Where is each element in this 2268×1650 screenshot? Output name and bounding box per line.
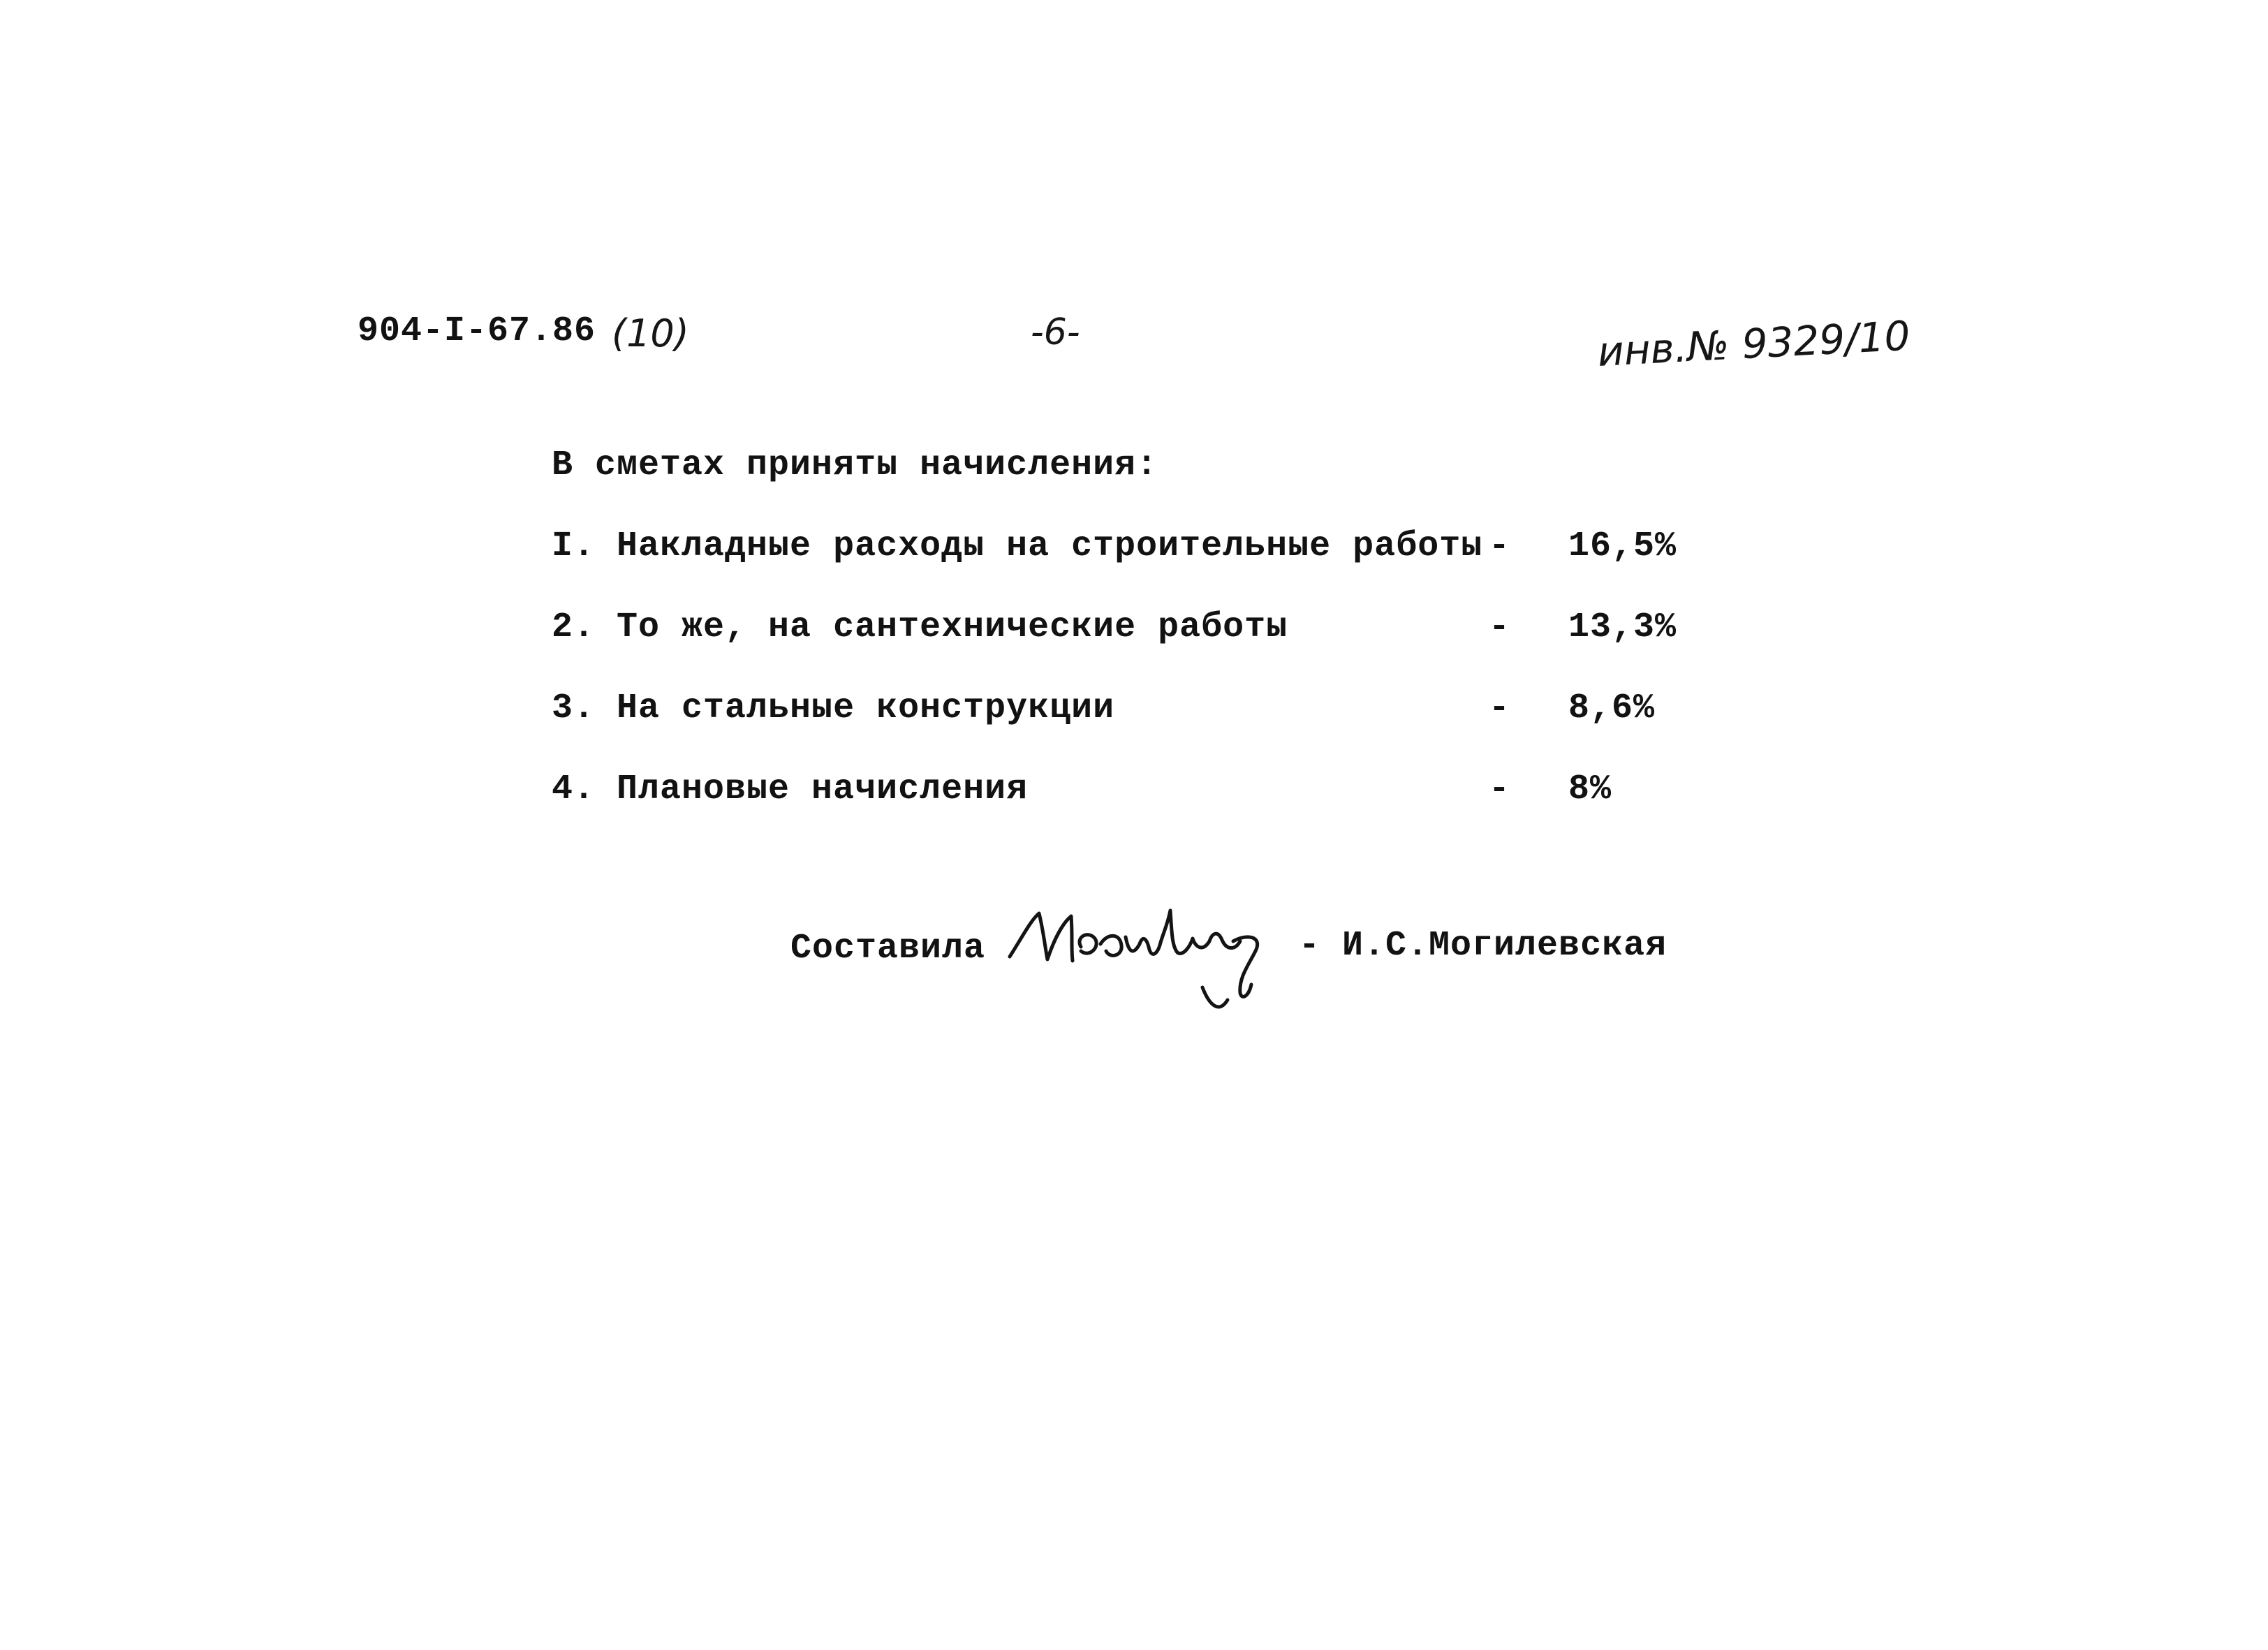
list-item-dash: - <box>1489 526 1511 566</box>
list-item-value: 8,6% <box>1568 688 1656 728</box>
list-item-dash: - <box>1489 688 1511 728</box>
intro-heading: В сметах приняты начисления: <box>552 445 1158 485</box>
list-item-text: I. Накладные расходы на строительные работы <box>552 526 1483 566</box>
compiled-by-label: Составила <box>790 929 986 968</box>
list-item-dash: - <box>1489 769 1511 809</box>
handwritten-signature <box>1003 895 1289 1021</box>
document-code-number: (10) <box>612 311 689 355</box>
list-item-value: 16,5% <box>1568 526 1677 566</box>
inventory-number: инв.№ 9329/10 <box>1596 311 1912 376</box>
list-item-text: 4. Плановые начисления <box>552 769 1029 809</box>
list-item-value: 8% <box>1568 769 1612 809</box>
page-number: -6- <box>1031 311 1080 353</box>
document-code: 904-I-67.86 <box>358 311 596 351</box>
list-item-text: 2. То же, на сантехнические работы <box>552 607 1288 647</box>
list-item-value: 13,3% <box>1568 607 1677 647</box>
list-item-dash: - <box>1489 607 1511 647</box>
signer-name: - И.С.Могилевская <box>1299 926 1667 966</box>
list-item-text: 3. На стальные конструкции <box>552 688 1115 728</box>
